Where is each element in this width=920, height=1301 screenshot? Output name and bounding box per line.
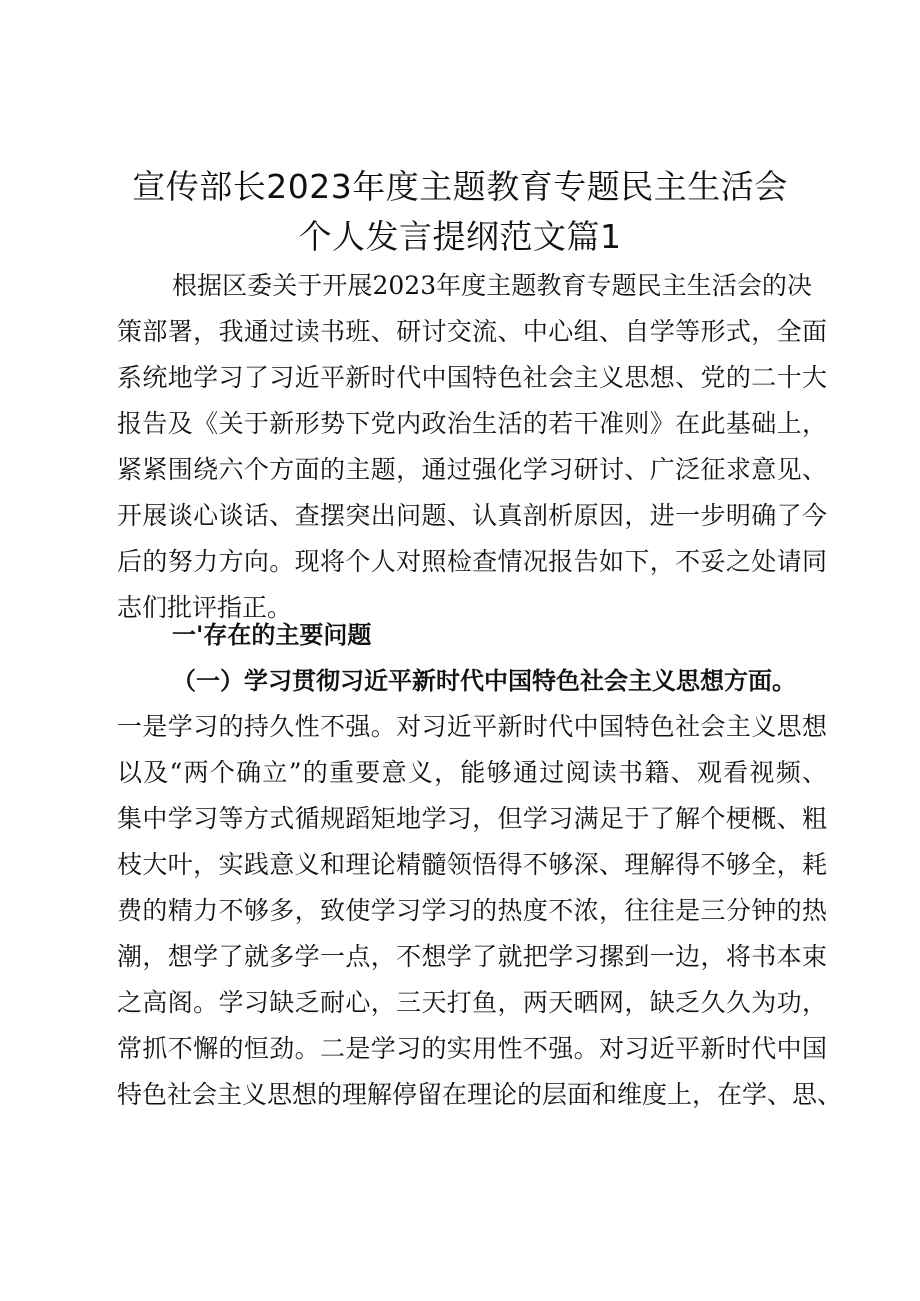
intro-paragraph-line: 开展谈心谈话、查摆突出问题、认真剖析原因，进一步明确了今 [117,501,827,530]
body-paragraph-line: 以及“两个确立”的重要意义，能够通过阅读书籍、观看视频、 [117,758,827,787]
intro-paragraph-line: 后的努力方向。现将个人对照检查情况报告如下，不妥之处请同 [117,547,827,576]
intro-paragraph-line: 报告及《关于新形势下党内政治生活的若干准则》在此基础上， [117,409,827,438]
body-paragraph-line: 之高阁。学习缺乏耐心，三天打鱼，两天晒网，缺乏久久为功， [117,988,827,1017]
intro-paragraph-line: 根据区委关于开展2023年度主题教育专题民主生活会的决 [172,271,812,300]
subsection-heading: （一）学习贯彻习近平新时代中国特色社会主义思想方面。 [172,667,796,695]
document-title-line-1: 宣传部长2023年度主题教育专题民主生活会 [132,167,788,206]
intro-paragraph-line: 紧紧围绕六个方面的主题，通过强化学习研讨、广泛征求意见、 [117,455,827,484]
body-paragraph-line: 一是学习的持久性不强。对习近平新时代中国特色社会主义思想 [117,712,827,741]
intro-paragraph-line: 策部署，我通过读书班、研讨交流、中心组、自学等形式，全面 [117,317,827,346]
body-paragraph-line: 枝大叶，实践意义和理论精髓领悟得不够深、理解得不够全，耗 [117,850,827,879]
body-paragraph-line: 潮，想学了就多学一点，不想学了就把学习摞到一边，将书本束 [117,942,827,971]
document-title-line-2: 个人发言提纲范文篇1 [298,217,622,256]
intro-paragraph-line: 系统地学习了习近平新时代中国特色社会主义思想、党的二十大 [117,363,827,392]
body-paragraph-line: 特色社会主义思想的理解停留在理论的层面和维度上，在学、思、 [117,1080,843,1109]
section-heading: 一'存在的主要问题 [172,621,372,649]
body-paragraph-line: 费的精力不够多，致使学习学习的热度不浓，往往是三分钟的热 [117,896,827,925]
body-paragraph-line: 常抓不懈的恒劲。二是学习的实用性不强。对习近平新时代中国 [117,1034,827,1063]
intro-paragraph-line: 志们批评指正。 [117,593,293,622]
body-paragraph-line: 集中学习等方式循规蹈矩地学习，但学习满足于了解个梗概、粗 [117,804,827,833]
